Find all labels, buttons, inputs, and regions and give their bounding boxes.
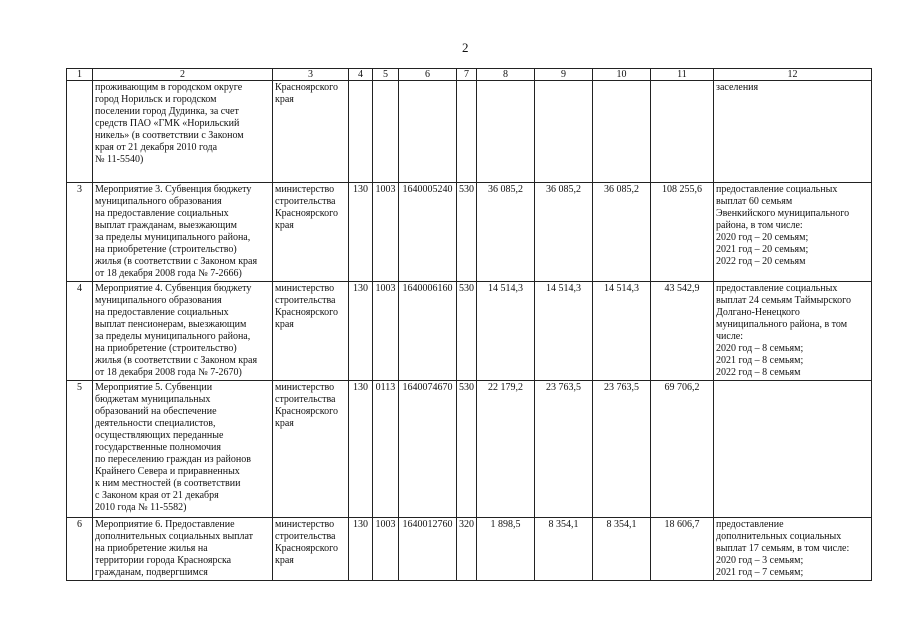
table-row — [67, 518, 872, 581]
table-row — [67, 183, 872, 282]
amount-year-3: 36 085,2 — [593, 183, 651, 282]
amount-year-3 — [593, 81, 651, 183]
amount-total — [651, 81, 714, 183]
amount-year-3: 23 763,5 — [593, 381, 651, 518]
amount-year-2: 23 763,5 — [535, 381, 593, 518]
header-row — [67, 69, 872, 81]
amount-year-2: 36 085,2 — [535, 183, 593, 282]
row-number: 5 — [67, 381, 93, 518]
responsible-agency: министерство строительства Красноярского края — [273, 518, 349, 581]
amount-year-2: 14 514,3 — [535, 282, 593, 381]
measure-description: Мероприятие 5. Субвенции бюджетам муниципальных образований на обеспечение деятельности специалистов, осуществляющих переданные государственные полномочия по переселению граждан из районов Крайнего Севера и приравненных к ним местностей (в соответствии с Законом края от 21 декабря 2010 года № 11-5582) — [93, 381, 273, 518]
code-vr: 320 — [457, 518, 477, 581]
amount-total: 108 255,6 — [651, 183, 714, 282]
amount-year-2: 8 354,1 — [535, 518, 593, 581]
code-grbs: 130 — [349, 183, 373, 282]
responsible-agency: министерство строительства Красноярского края — [273, 282, 349, 381]
responsible-agency: министерство строительства Красноярского края — [273, 183, 349, 282]
code-vr: 530 — [457, 282, 477, 381]
col-header-7: 7 — [457, 69, 477, 81]
code-rzpr: 0113 — [373, 381, 399, 518]
code-rzpr: 1003 — [373, 183, 399, 282]
code-rzpr — [373, 81, 399, 183]
code-grbs: 130 — [349, 282, 373, 381]
expected-result: заселения — [714, 81, 872, 183]
amount-year-2 — [535, 81, 593, 183]
row-number — [67, 81, 93, 183]
col-header-11: 11 — [651, 69, 714, 81]
measure-description: Мероприятие 4. Субвенция бюджету муниципального образования на предоставление социальных выплат пенсионерам, выезжающим за пределы муниципального района, на приобретение (строительство) жилья (в соответствии с Законом края от 18 декабря 2008 года № 7-2670) — [93, 282, 273, 381]
row-number: 3 — [67, 183, 93, 282]
col-header-8: 8 — [477, 69, 535, 81]
measure-description: Мероприятие 3. Субвенция бюджету муниципального образования на предоставление социальных выплат гражданам, выезжающим за пределы муниципального района, на приобретение (строительство) жилья (в соответствии с Законом края от 18 декабря 2008 года № 7-2666) — [93, 183, 273, 282]
measure-description: проживающим в городском округе город Норильск и городском поселении город Дудинка, за счет средств ПАО «ГМК «Норильский никель» (в соответствии с Законом края от 21 декабря 2010 года № 11-5540) — [93, 81, 273, 183]
col-header-9: 9 — [535, 69, 593, 81]
col-header-10: 10 — [593, 69, 651, 81]
expected-result — [714, 381, 872, 518]
col-header-5: 5 — [373, 69, 399, 81]
amount-year-1: 36 085,2 — [477, 183, 535, 282]
amount-year-3: 14 514,3 — [593, 282, 651, 381]
amount-total: 69 706,2 — [651, 381, 714, 518]
amount-year-1: 22 179,2 — [477, 381, 535, 518]
row-number: 4 — [67, 282, 93, 381]
code-rzpr: 1003 — [373, 282, 399, 381]
code-rzpr: 1003 — [373, 518, 399, 581]
col-header-4: 4 — [349, 69, 373, 81]
table-row — [67, 282, 872, 381]
amount-year-1 — [477, 81, 535, 183]
expected-result: предоставление социальных выплат 60 семьям Эвенкийского муниципального района, в том числе: 2020 год – 20 семьям; 2021 год – 20 семьям; 2022 год – 20 семьям — [714, 183, 872, 282]
code-csr: 1640005240 — [399, 183, 457, 282]
expected-result: предоставление дополнительных социальных выплат 17 семьям, в том числе: 2020 год – 3 семьям; 2021 год – 7 семьям; — [714, 518, 872, 581]
code-vr — [457, 81, 477, 183]
page-number: 2 — [462, 40, 469, 55]
code-csr: 1640012760 — [399, 518, 457, 581]
amount-year-1: 14 514,3 — [477, 282, 535, 381]
amount-total: 18 606,7 — [651, 518, 714, 581]
code-vr: 530 — [457, 381, 477, 518]
col-header-2: 2 — [93, 69, 273, 81]
col-header-3: 3 — [273, 69, 349, 81]
expected-result: предоставление социальных выплат 24 семьям Таймырского Долгано-Ненецкого муниципального района, в том числе: 2020 год – 8 семьям; 2021 год – 8 семьям; 2022 год – 8 семьям — [714, 282, 872, 381]
code-csr: 1640074670 — [399, 381, 457, 518]
amount-total: 43 542,9 — [651, 282, 714, 381]
row-number: 6 — [67, 518, 93, 581]
responsible-agency: министерство строительства Красноярского края — [273, 381, 349, 518]
amount-year-1: 1 898,5 — [477, 518, 535, 581]
table-row — [67, 81, 872, 183]
col-header-12: 12 — [714, 69, 872, 81]
code-vr: 530 — [457, 183, 477, 282]
program-table — [66, 68, 872, 581]
responsible-agency: Красноярского края — [273, 81, 349, 183]
amount-year-3: 8 354,1 — [593, 518, 651, 581]
code-grbs: 130 — [349, 518, 373, 581]
code-grbs — [349, 81, 373, 183]
col-header-6: 6 — [399, 69, 457, 81]
measure-description: Мероприятие 6. Предоставление дополнительных социальных выплат на приобретение жилья на территории города Красноярска гражданам, подвергшимся — [93, 518, 273, 581]
code-grbs: 130 — [349, 381, 373, 518]
table-row — [67, 381, 872, 518]
code-csr — [399, 81, 457, 183]
code-csr: 1640006160 — [399, 282, 457, 381]
col-header-1: 1 — [67, 69, 93, 81]
